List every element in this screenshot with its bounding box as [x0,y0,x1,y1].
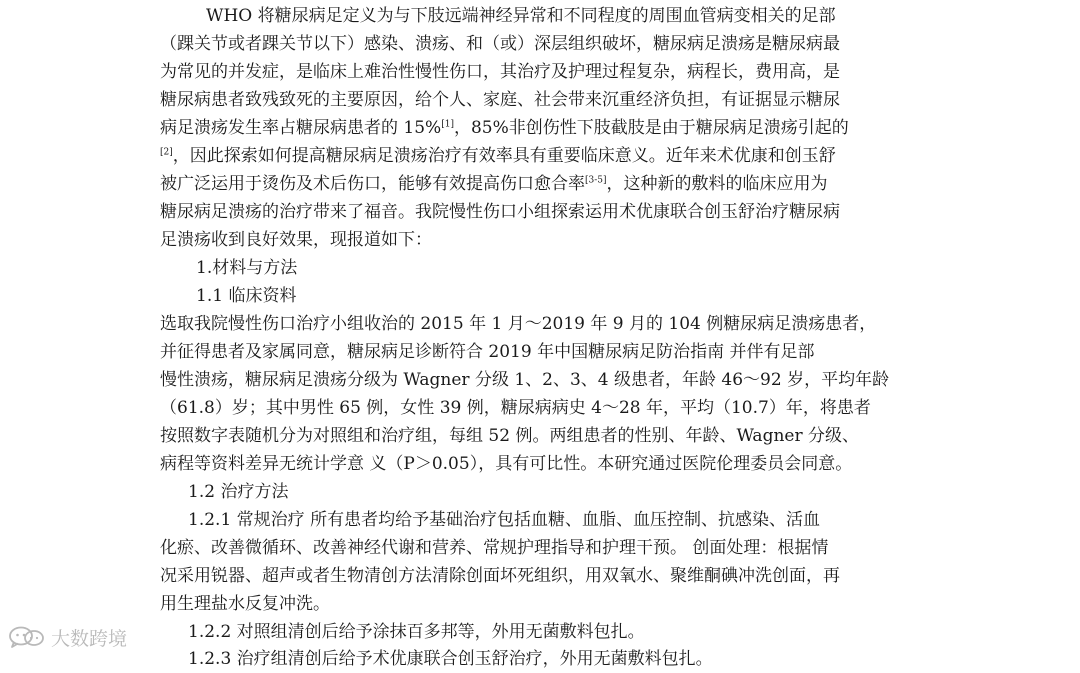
text-line: 并征得患者及家属同意，糖尿病足诊断符合 2019 年中国糖尿病足防治指南 并伴有足部 [160,342,815,362]
text-line: 况采用锐器、超声或者生物清创方法清除创面坏死组织，用双氧水、聚维酮碘冲洗创面，再 [160,566,840,586]
text-line: 化瘀、改善微循环、改善神经代谢和营养、常规护理指导和护理干预。 创面处理：根据情 [160,538,829,558]
text-segment: ，这种新的敷料的临床应用为 [606,174,828,194]
text-line: 足溃疡收到良好效果，现报道如下： [160,230,432,250]
text-segment: 被广泛运用于烫伤及术后伤口，能够有效提高伤口愈合率 [160,174,585,194]
citation-superscript: [1] [441,119,454,130]
text-line [160,170,920,198]
cut-off-text-line: 1.2.3 治疗组清创后给予术优康联合创玉舒治疗，外用无菌敷料包扎。 [188,649,713,669]
text-line: 1.2.2 对照组清创后给予涂抹百多邦等，外用无菌敷料包扎。 [188,622,645,642]
watermark [8,624,127,650]
watermark-text: 大数跨境 [51,627,128,650]
text-line: 糖尿病足溃疡的治疗带来了福音。我院慢性伤口小组探索运用术优康联合创玉舒治疗糖尿病 [160,202,840,222]
citation-superscript: [2] [160,147,173,158]
text-line: 糖尿病患者致残致死的主要原因，给个人、家庭、社会带来沉重经济负担，有证据显示糖尿 [160,90,840,110]
text-line: 用生理盐水反复冲洗。 [160,594,330,614]
text-line: 为常见的并发症，是临床上难治性慢性伤口，其治疗及护理过程复杂，病程长，费用高，是 [160,62,840,82]
text-line: WHO 将糖尿病足定义为与下肢远端神经异常和不同程度的周围血管病变相关的足部 [206,6,836,26]
text-line: 慢性溃疡，糖尿病足溃疡分级为 Wagner 分级 1、2、3、4 级患者，年龄 46～92 岁，平均年龄 [160,370,890,390]
text-segment: ，85%非创伤性下肢截肢是由于糖尿病足溃疡引起的 [453,118,849,138]
text-line [160,114,920,142]
text-line [160,142,920,170]
text-line: 病程等资料差异无统计学意 义（P＞0.05），具有可比性。本研究通过医院伦理委员会同意。 [160,454,853,474]
text-line: 选取我院慢性伤口治疗小组收治的 2015 年 1 月～2019 年 9 月的 104 例糖尿病足溃疡患者， [160,314,877,334]
text-line: 1.2.1 常规治疗 所有患者均给予基础治疗包括血糖、血脂、血压控制、抗感染、活血 [188,510,821,530]
wechat-bubble-icon [8,625,46,649]
section-heading: 1.材料与方法 [196,258,298,278]
text-segment: 病足溃疡发生率占糖尿病患者的 15% [160,118,442,138]
subsection-heading: 1.1 临床资料 [196,286,297,306]
text-line: 按照数字表随机分为对照组和治疗组，每组 52 例。两组患者的性别、年龄、Wagner 分级、 [160,426,859,446]
text-line: （61.8）岁；其中男性 65 例，女性 39 例，糖尿病病史 4～28 年，平均（10.7）年，将患者 [160,398,871,418]
citation-superscript: [3-5] [585,175,607,186]
subsection-heading: 1.2 治疗方法 [188,482,289,502]
text-segment: ，因此探索如何提高糖尿病足溃疡治疗有效率具有重要临床意义。近年来术优康和创玉舒 [172,146,836,166]
text-line: （踝关节或者踝关节以下）感染、溃疡、和（或）深层组织破坏，糖尿病足溃疡是糖尿病最 [160,34,840,54]
